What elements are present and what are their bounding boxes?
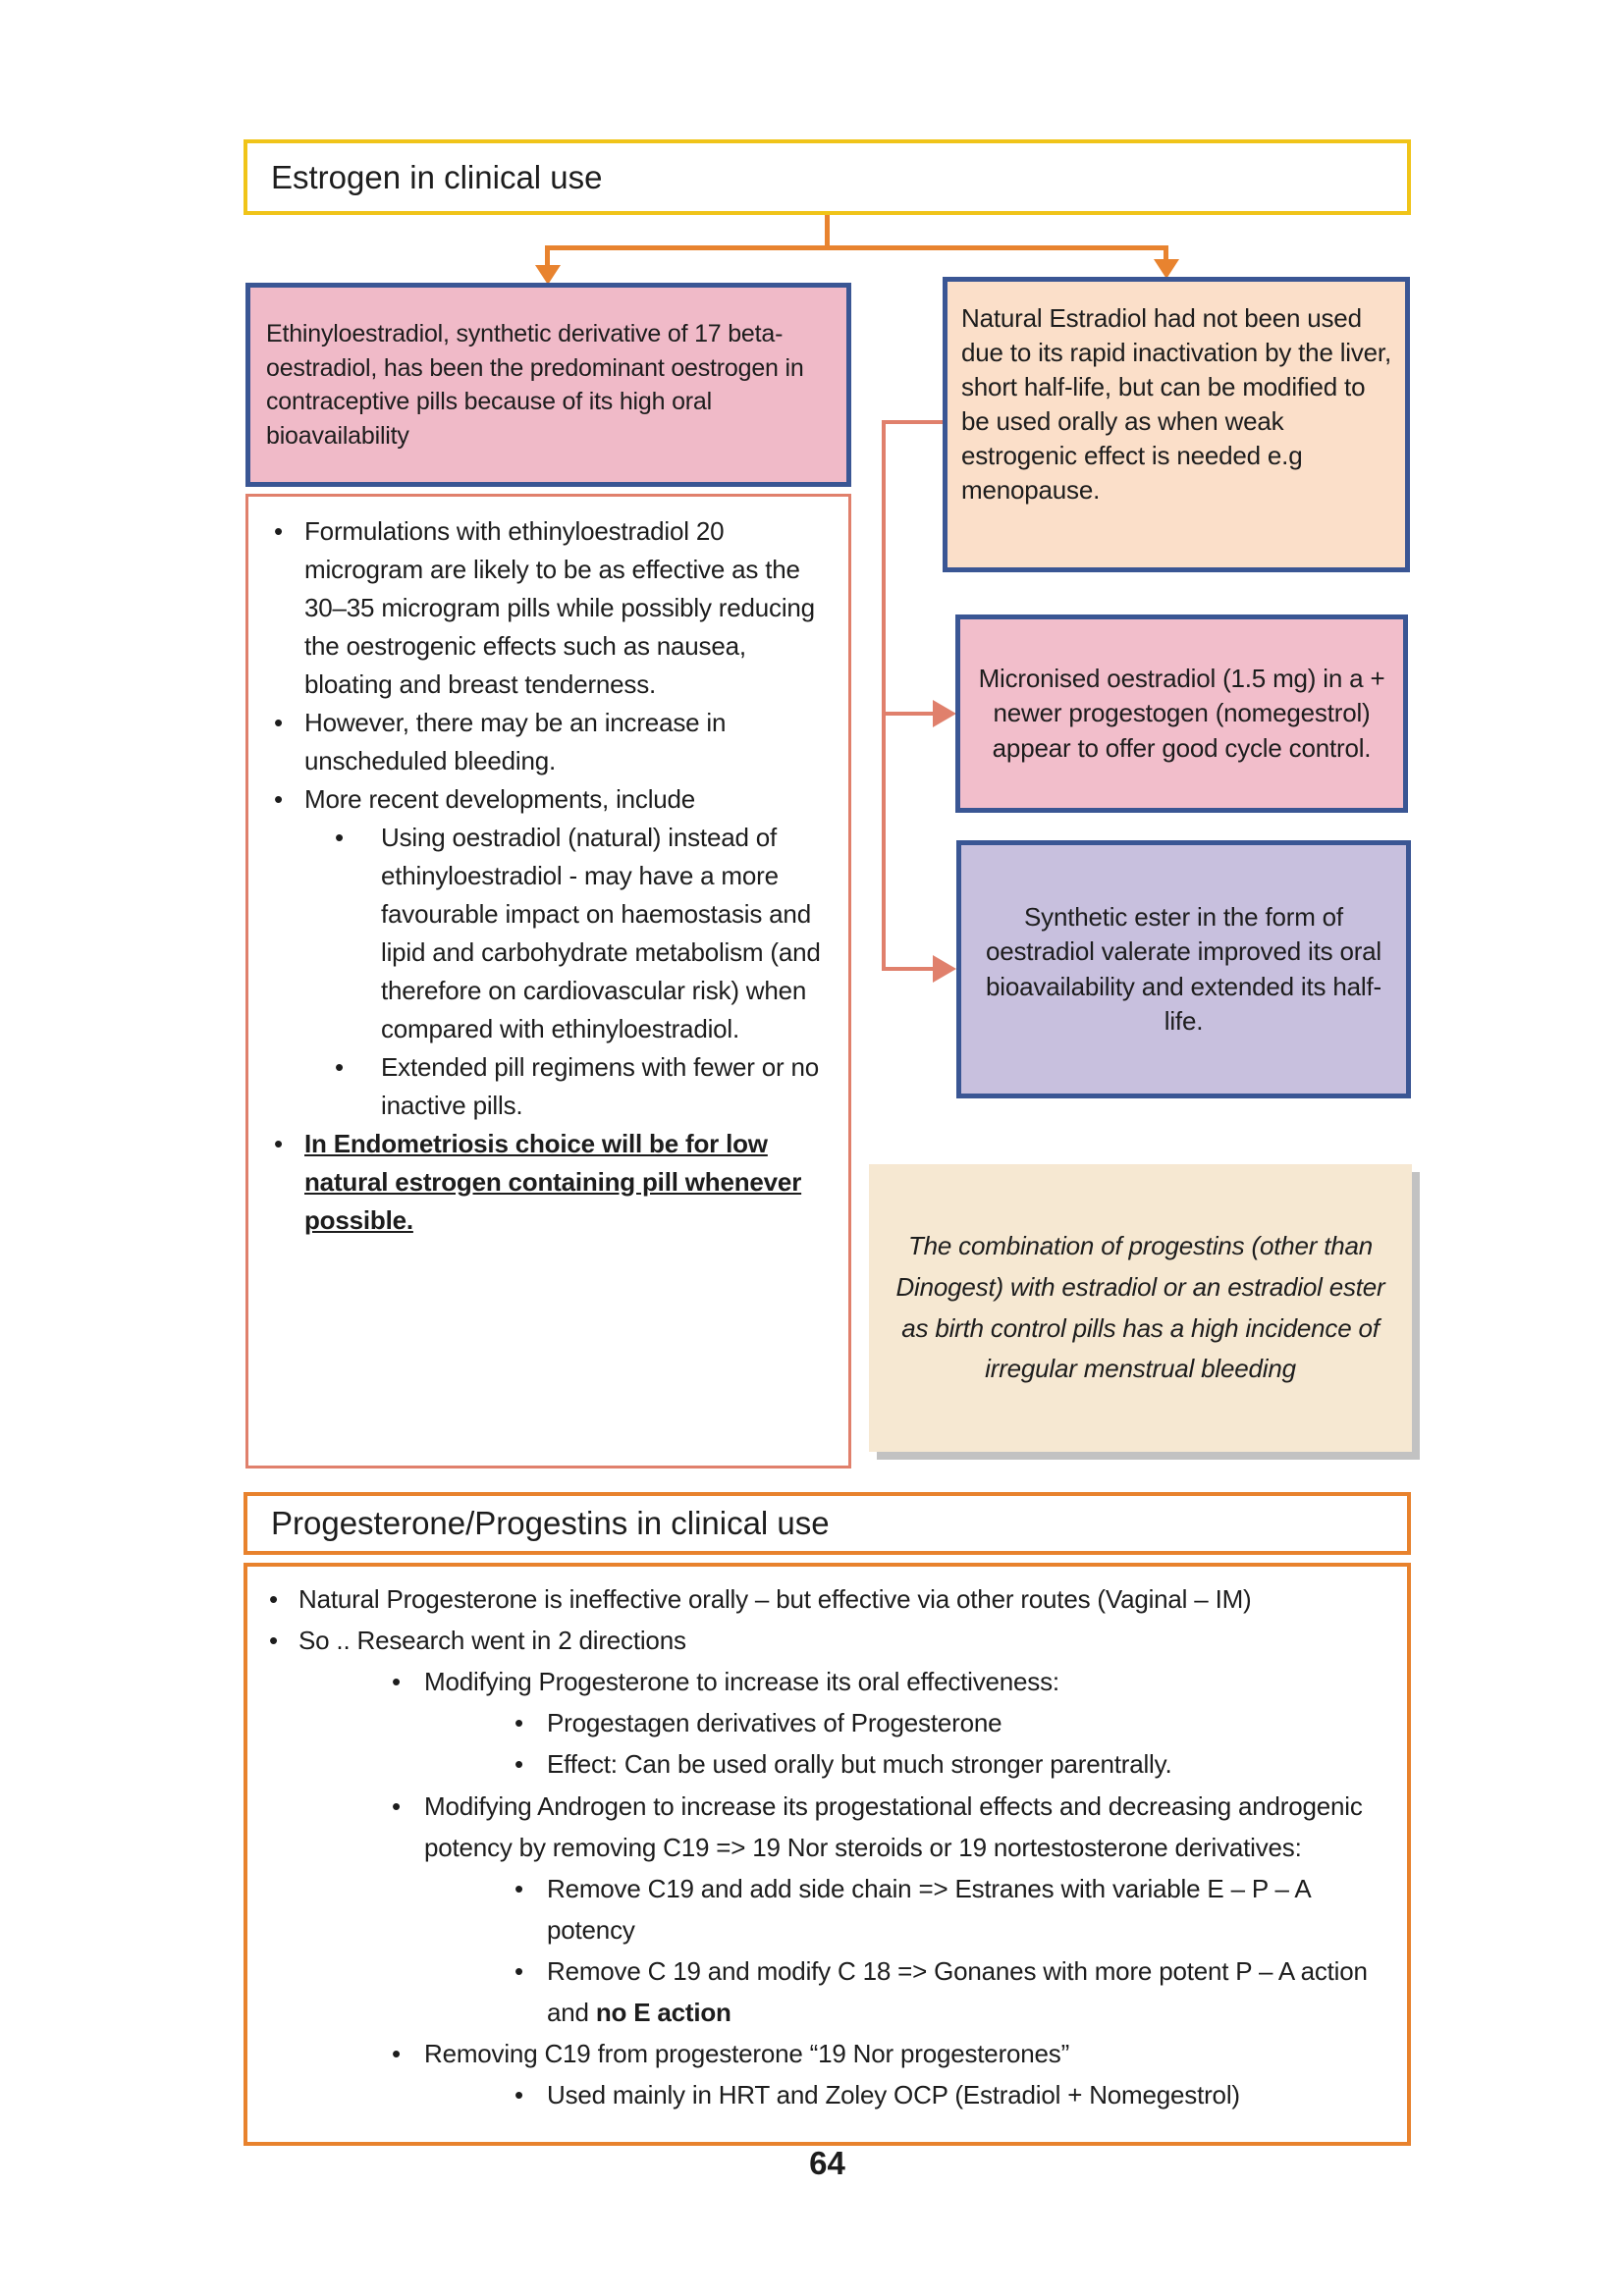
list-item-text: Extended pill regimens with fewer or no inactive pills. — [381, 1052, 819, 1120]
progestin-combination-note-text: The combination of progestins (other than Dinogest) with estradiol or an estradiol ester as birth control pills has a high incidence of irregular menstrual bleeding — [895, 1231, 1385, 1384]
list-item-text: Remove C19 and add side chain => Estranes with variable E – P – A potency — [547, 1873, 1311, 1945]
list-item-text: Natural Progesterone is ineffective orally – but effective via other routes (Vaginal – IM) — [298, 1584, 1252, 1614]
arrow-right-micronised-icon — [933, 700, 956, 727]
arrow-down-left-icon — [535, 265, 561, 285]
list-item — [392, 1661, 1389, 1702]
progestins-bullet-box — [244, 1563, 1411, 2146]
list-item — [514, 1950, 1389, 2033]
bullet-glyph: • — [514, 1955, 523, 1986]
bullet-glyph: • — [514, 1708, 523, 1738]
bullet-glyph: • — [274, 516, 283, 546]
estrogen-title-box — [244, 139, 1411, 215]
bullet-glyph: • — [269, 1626, 278, 1656]
list-item-text: Modifying Progesterone to increase its oral effectiveness: — [424, 1667, 1059, 1697]
list-item — [335, 819, 837, 1048]
list-item — [392, 1786, 1389, 1868]
bullet-glyph: • — [392, 2039, 401, 2069]
list-item-text: Modifying Androgen to increase its progestational effects and decreasing androgenic potency by removing C19 => 19 Nor steroids or 19 nortestosterone derivatives: — [424, 1790, 1363, 1862]
list-item-text: However, there may be an increase in unscheduled bleeding. — [304, 708, 727, 775]
bullet-glyph: • — [514, 1873, 523, 1903]
connector-peach-out — [882, 420, 943, 424]
bullet-glyph: • — [392, 1790, 401, 1821]
list-item — [514, 1743, 1389, 1785]
estrogen-title: Estrogen in clinical use — [271, 158, 603, 195]
list-item — [392, 2033, 1389, 2074]
arrow-right-synthetic-icon — [933, 955, 956, 983]
bullet-glyph: • — [392, 1667, 401, 1697]
list-item — [274, 704, 837, 780]
bullet-glyph: • — [514, 2080, 523, 2110]
bullet-glyph: • — [335, 1052, 344, 1082]
micronised-oestradiol-box — [955, 614, 1408, 813]
list-item — [274, 780, 837, 819]
list-item — [269, 1578, 1389, 1620]
connector-left-arm — [545, 245, 550, 267]
micronised-oestradiol-text: Micronised oestradiol (1.5 mg) in a + newer progestogen (nomegestrol) appear to offer good cycle control. — [978, 664, 1385, 763]
progestins-title-box — [244, 1492, 1411, 1555]
natural-estradiol-text: Natural Estradiol had not been used due to its rapid inactivation by the liver, short half-life, but can be modified to be used orally as when weak estrogenic effect is needed e.g menopause. — [961, 303, 1391, 506]
list-item — [335, 1048, 837, 1125]
list-item-text: Formulations with ethinyloestradiol 20 microgram are likely to be as effective as the 30–35 microgram pills while possibly reducing the oestrogenic effects such as nausea, bloating and breast tenderness. — [304, 516, 815, 699]
list-item-text: So .. Research went in 2 directions — [298, 1626, 686, 1656]
list-item — [274, 1125, 837, 1240]
bullet-glyph: • — [274, 784, 283, 814]
list-item — [514, 2074, 1389, 2115]
list-item-text: Using oestradiol (natural) instead of ethinyloestradiol - may have a more favourable impact on haemostasis and lipid and carbohydrate metabolism (and therefore on cardiovascular risk) when compared with ethinyloestradiol. — [381, 823, 821, 1043]
connector-micronised-branch — [882, 712, 935, 716]
progestins-title: Progesterone/Progestins in clinical use — [271, 1505, 830, 1541]
list-item-text: In Endometriosis choice will be for low natural estrogen containing pill whenever possible. — [304, 1129, 802, 1235]
bullet-glyph: • — [274, 1129, 283, 1158]
bullet-glyph: • — [269, 1584, 278, 1614]
list-item-text: Remove C 19 and modify C 18 => Gonanes with more potent P – A action and no E action — [547, 1955, 1368, 2028]
progestin-combination-note-box — [869, 1164, 1412, 1452]
bullet-glyph: • — [514, 1749, 523, 1780]
connector-title-horizontal — [545, 245, 1168, 250]
list-item-text: Progestagen derivatives of Progesterone — [547, 1708, 1002, 1738]
list-item-text: Removing C19 from progesterone “19 Nor progesterones” — [424, 2039, 1070, 2069]
list-item-text: Used mainly in HRT and Zoley OCP (Estradiol + Nomegestrol) — [547, 2080, 1240, 2110]
connector-synthetic-branch — [882, 967, 935, 971]
ethinyloestradiol-box — [245, 283, 851, 487]
list-item — [514, 1868, 1389, 1950]
page-number: 64 — [809, 2145, 845, 2181]
ethinyloestradiol-text: Ethinyloestradiol, synthetic derivative of 17 beta-oestradiol, has been the predominant oestrogen in contraceptive pills because of its high oral bioavailability — [266, 320, 804, 450]
synthetic-ester-box — [956, 840, 1411, 1098]
arrow-down-right-icon — [1154, 259, 1179, 279]
connector-title-stub — [825, 213, 830, 249]
bullet-glyph: • — [274, 708, 283, 737]
synthetic-ester-text: Synthetic ester in the form of oestradiol valerate improved its oral bioavailability and extended its half-life. — [985, 902, 1381, 1036]
bullet-glyph: • — [335, 823, 344, 852]
list-item — [269, 1620, 1389, 1661]
connector-right-vertical — [882, 420, 886, 971]
estrogen-bullet-box — [245, 494, 851, 1468]
list-item — [514, 1702, 1389, 1743]
list-item — [274, 512, 837, 704]
list-item-text: More recent developments, include — [304, 784, 696, 814]
list-item-text: Effect: Can be used orally but much stronger parentrally. — [547, 1749, 1172, 1780]
natural-estradiol-box — [943, 277, 1410, 572]
